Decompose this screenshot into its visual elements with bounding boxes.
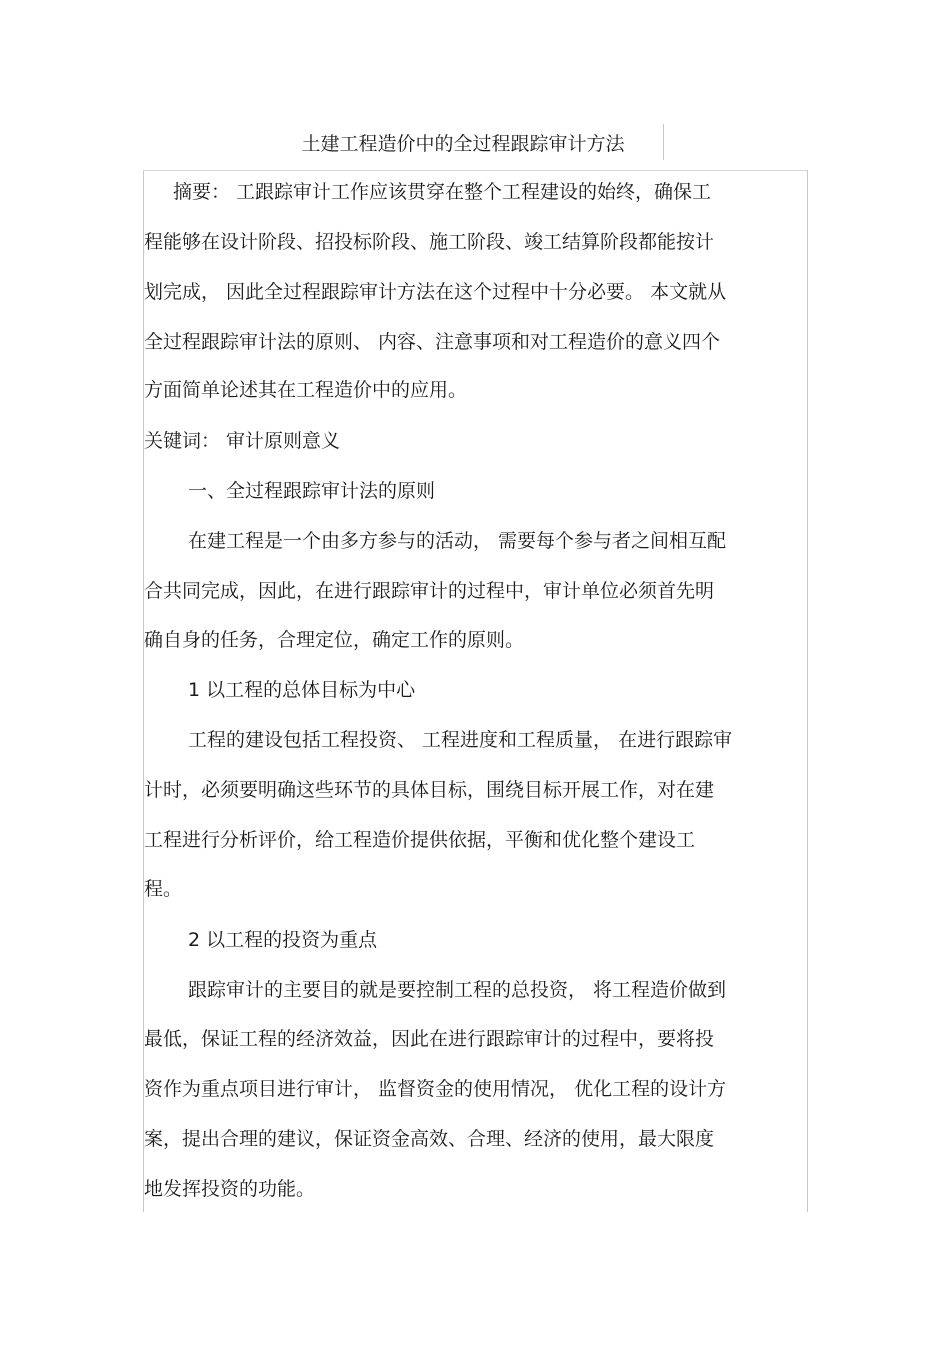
body-line: 确自身的任务，合理定位，确定工作的原则。 — [144, 629, 525, 651]
body-line: 案，提出合理的建议，保证资金高效、合理、经济的使用，最大限度 — [144, 1128, 715, 1150]
abstract-line: 方面简单论述其在工程造价中的应用。 — [144, 379, 468, 401]
body-line: 跟踪审计的主要目的就是要控制工程的总投资， 将工程造价做到 — [188, 979, 727, 1001]
subsection-heading: 2 以工程的投资为重点 — [188, 929, 378, 951]
body-line: 地发挥投资的功能。 — [144, 1178, 316, 1200]
body-line: 程。 — [144, 878, 183, 900]
body-line: 合共同完成，因此，在进行跟踪审计的过程中，审计单位必须首先明 — [144, 580, 715, 602]
body-line: 资作为重点项目进行审计， 监督资金的使用情况， 优化工程的设计方 — [144, 1078, 727, 1100]
abstract-line: 划完成， 因此全过程跟踪审计方法在这个过程中十分必要。 本文就从 — [144, 281, 727, 303]
section-heading: 一、全过程跟踪审计法的原则 — [188, 480, 436, 502]
document-title: 土建工程造价中的全过程跟踪审计方法 — [301, 133, 625, 155]
abstract-line: 摘要： 工跟踪审计工作应该贯穿在整个工程建设的始终，确保工 — [173, 181, 712, 203]
border-line-top — [143, 170, 808, 171]
abstract-line: 程能够在设计阶段、招投标阶段、施工阶段、竣工结算阶段都能按计 — [144, 231, 715, 253]
body-line: 工程的建设包括工程投资、 工程进度和工程质量， 在进行跟踪审 — [188, 729, 733, 751]
body-line: 计时，必须要明确这些环节的具体目标，围绕目标开展工作，对在建 — [144, 779, 715, 801]
keywords-line: 关键词： 审计原则意义 — [144, 430, 341, 452]
border-line-right — [807, 170, 808, 1212]
abstract-line: 全过程跟踪审计法的原则、 内容、注意事项和对工程造价的意义四个 — [144, 331, 721, 353]
subsection-heading: 1 以工程的总体目标为中心 — [188, 679, 416, 701]
body-line: 工程进行分析评价，给工程造价提供依据，平衡和优化整个建设工 — [144, 829, 696, 851]
body-line: 最低，保证工程的经济效益，因此在进行跟踪审计的过程中，要将投 — [144, 1028, 715, 1050]
body-line: 在建工程是一个由多方参与的活动， 需要每个参与者之间相互配 — [188, 530, 727, 552]
